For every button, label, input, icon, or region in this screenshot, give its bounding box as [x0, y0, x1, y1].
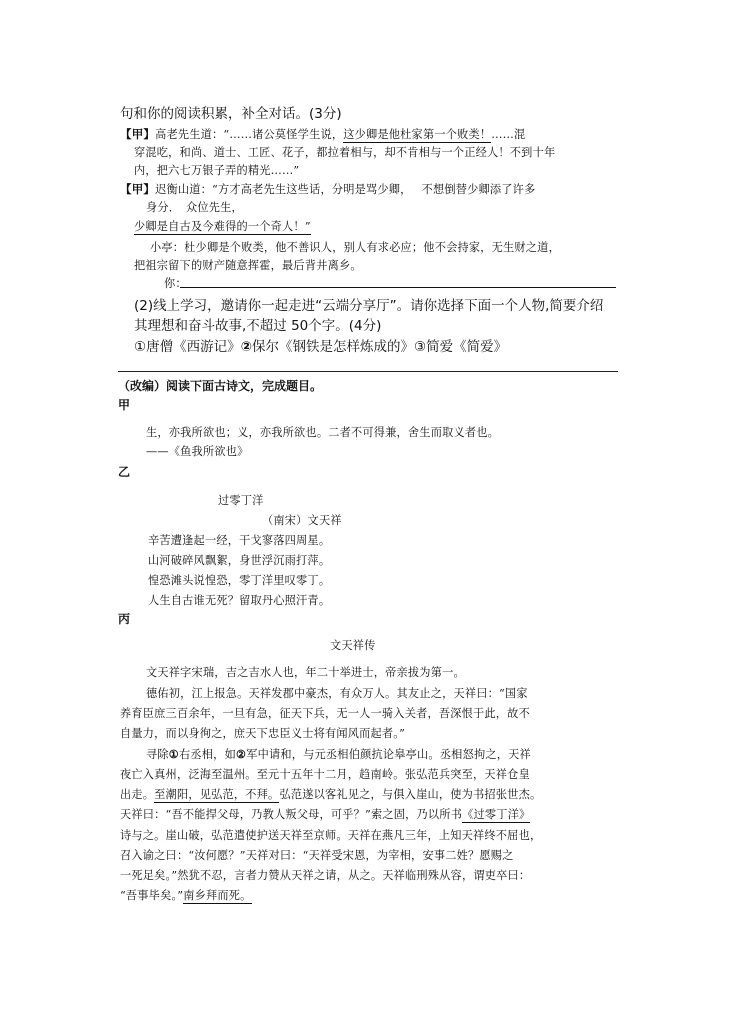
answer-blank-line	[180, 287, 616, 288]
bio-text-line: 自量力，而以身徇之，庶天下忠臣义士将有闻风而起者。”	[120, 727, 406, 740]
poem-title: 过零丁洋	[218, 494, 264, 507]
task-line2: 其理想和奋斗故事,不超过 50个字。(4分)	[134, 318, 382, 334]
dialogue-chi-line1: 【甲】迟衡山道：“方才高老先生这些话，分明是骂少卿， 不想倒替少卿添了许多	[120, 182, 536, 196]
circled-number: ①	[168, 747, 180, 761]
bio-text-line: 养育臣庶三百余年，一旦有急，征天下兵，无一人一骑入关者，吾深恨于此，故不	[120, 707, 530, 720]
speaker-tag: 【甲】	[120, 182, 156, 196]
dialogue-you-label: 你：	[164, 277, 187, 290]
bio-text-line: 德佑初，江上报急。天祥发郡中豪杰，有众万人。其友止之，天祥曰：“国家	[146, 687, 528, 700]
jia-text: 生，亦我所欲也；义，亦我所欲也。二者不可得兼，舍生而取义者也。	[146, 426, 500, 439]
dialogue-xiaoming-line2: 把祖宗留下的财产随意挥霍，最后背井离乡。	[134, 259, 362, 272]
underlined-phrase: 南乡拜而死。	[183, 889, 252, 902]
section-divider	[118, 371, 618, 372]
section-header: （改编）阅读下面古诗文，完成题目。	[118, 379, 323, 393]
jia-source: ——《鱼我所欲也》	[146, 445, 249, 458]
underlined-phrase: 《过零丁洋》	[462, 808, 531, 821]
label-jia: 甲	[118, 398, 131, 412]
dialogue-chi-line2: 身分． 众位先生，	[146, 201, 243, 214]
bio-text-line: 一死足矣。”然犹不忍，言者力赞从天祥之请，从之。天祥临刑殊从容，谓吏卒曰：	[120, 869, 531, 882]
question-intro: 句和你的阅读积累，补全对话。(3分)	[120, 106, 342, 122]
label-yi: 乙	[118, 465, 131, 479]
bio-title: 文天祥传	[330, 639, 376, 652]
bio-text-line: 诗与之。崖山破，弘范遣使护送天祥至京师。天祥在燕凡三年，上知天祥终不屈也，	[120, 829, 542, 842]
bio-text-line: “吾事毕矣。”南乡拜而死。	[120, 889, 252, 902]
bio-paragraph-1: 文天祥字宋瑞，吉之吉水人也，年二十举进士，帝亲拔为第一。	[146, 666, 465, 679]
bio-text-line: 召入谕之曰：“汝何愿？”天祥对曰：“天祥受宋恩，为宰相，安事二姓？愿赐之	[120, 849, 514, 862]
underlined-phrase: 至潮阳，见弘范，不拜。	[154, 788, 280, 801]
poem-line: 辛苦遭逢起一经，干戈寥落四周星。	[148, 534, 331, 547]
bio-text-line: 夜亡入真州，泛海至温州。至元十五年十二月，趋南岭。张弘范兵突至，天祥仓皇	[120, 768, 530, 781]
circled-number: ②	[235, 747, 247, 761]
dialogue-gao-line3: 内，把六七万银子弄的精光……”	[134, 164, 300, 177]
underlined-phrase: 少卿是自古及今难得的一个奇人！”	[134, 220, 311, 233]
poem-line: 惶恐滩头说惶恐，零丁洋里叹零丁。	[148, 574, 331, 587]
label-bing: 丙	[118, 612, 131, 626]
bio-text-line: 天祥曰：“吾不能捍父母，乃教人叛父母，可乎？”索之固，乃以所书《过零丁洋》	[120, 808, 531, 821]
poem-author: （南宋）文天祥	[262, 514, 342, 527]
underlined-phrase: 这少卿是他杜家第一个败类！	[343, 128, 492, 141]
dialogue-gao-line1: 【甲】高老先生道：“……诸公莫怪学生说，这少卿是他杜家第一个败类！……混	[120, 127, 526, 141]
task-line1: (2)线上学习，邀请你一起走进“云端分享厅”。请你选择下面一个人物,简要介绍	[134, 298, 604, 314]
task-options: ①唐僧《西游记》②保尔《钢铁是怎样炼成的》③简爱《简爱》	[134, 339, 508, 355]
poem-line: 山河破碎风飘絮，身世浮沉雨打萍。	[148, 554, 331, 567]
speaker-tag: 【甲】	[120, 127, 156, 141]
bio-text-line: 寻除①右丞相，如②军中请和，与元丞相伯颜抗论皋亭山。丞相怒拘之，天祥	[146, 747, 531, 761]
poem-line: 人生自古谁无死？留取丹心照汗青。	[148, 594, 331, 607]
bio-text-line: 出走。至潮阳，见弘范，不拜。弘范遂以客礼见之，与俱入崖山，使为书招张世杰。	[120, 788, 542, 801]
dialogue-xiaoming-line1: 小亭：杜少卿是个败类，他不善识人，别人有求必应；他不会持家，无生财之道，	[150, 241, 560, 254]
dialogue-gao-line2: 穿混吃，和尚、道士、工匠、花子，都拉着相与，却不肯相与一个正经人！不到十年	[134, 146, 556, 159]
dialogue-chi-line3	[134, 221, 311, 232]
circled-number: ②	[240, 339, 253, 355]
